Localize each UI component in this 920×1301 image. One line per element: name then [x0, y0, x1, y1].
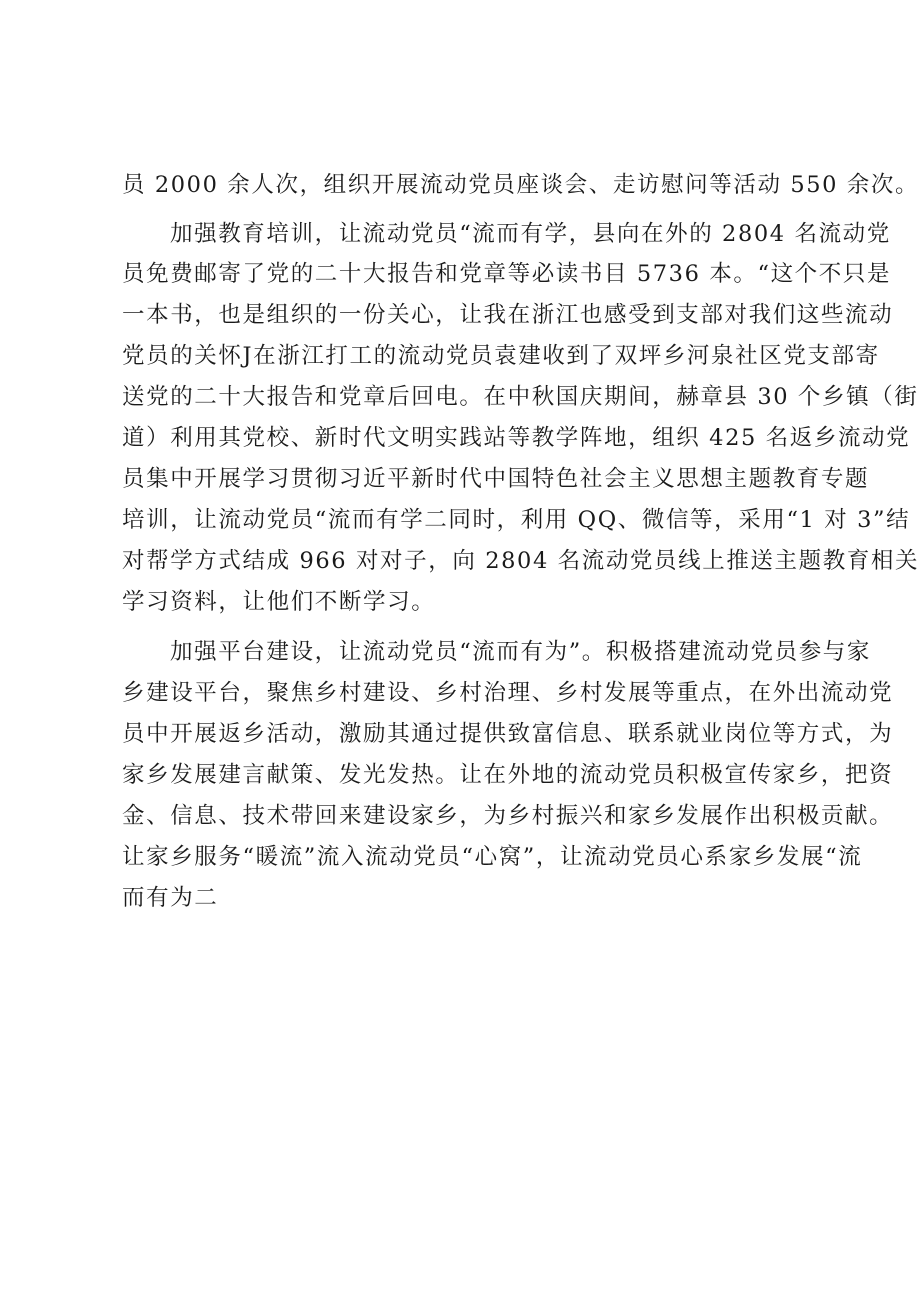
p2-line-6: 道）利用其党校、新时代文明实践站等教学阵地，组织 425 名返乡流动党: [122, 425, 911, 451]
p2-line-7: 员集中开展学习贯彻习近平新时代中国特色社会主义思想主题教育专题: [122, 466, 870, 492]
p2-line-8: 培训，让流动党员“流而有学二同时，利用 QQ、微信等，采用“1 对 3”结: [122, 507, 911, 533]
p2-line-3: 一本书，也是组织的一份关心，让我在浙江也感受到支部对我们这些流动: [122, 302, 894, 328]
p2-line-4: 党员的关怀J在浙江打工的流动党员袁建收到了双坪乡河泉社区党支部寄: [122, 343, 880, 369]
p3-line-6: 让家乡服务“暖流”流入流动党员“心窝”，让流动党员心系家乡发展“流: [122, 844, 863, 870]
p3-line-7: 而有为二: [122, 885, 219, 911]
p3-line-3: 员中开展返乡活动，激励其通过提供致富信息、联系就业岗位等方式，为: [122, 721, 894, 747]
p3-line-5: 金、信息、技术带回来建设家乡，为乡村振兴和家乡发展作出积极贡献。: [122, 803, 894, 829]
p2-line-1: 加强教育培训，让流动党员“流而有学，县向在外的 2804 名流动党: [170, 221, 891, 247]
p2-line-9: 对帮学方式结成 966 对对子，向 2804 名流动党员线上推送主题教育相关: [122, 548, 920, 574]
p2-line-5: 送党的二十大报告和党章后回电。在中秋国庆期间，赫章县 30 个乡镇（街: [122, 384, 919, 410]
p3-line-4: 家乡发展建言献策、发光发热。让在外地的流动党员积极宣传家乡，把资: [122, 762, 894, 788]
p3-line-2: 乡建设平台，聚焦乡村建设、乡村治理、乡村发展等重点，在外出流动党: [122, 680, 894, 706]
p2-line-10: 学习资料，让他们不断学习。: [122, 589, 436, 615]
p1-line-1: 员 2000 余人次，组织开展流动党员座谈会、走访慰问等活动 550 余次。: [122, 172, 920, 198]
p2-line-2: 员免费邮寄了党的二十大报告和党章等必读书目 5736 本。“这个不只是: [122, 261, 892, 287]
p3-line-1: 加强平台建设，让流动党员“流而有为”。积极搭建流动党员参与家: [170, 639, 872, 665]
